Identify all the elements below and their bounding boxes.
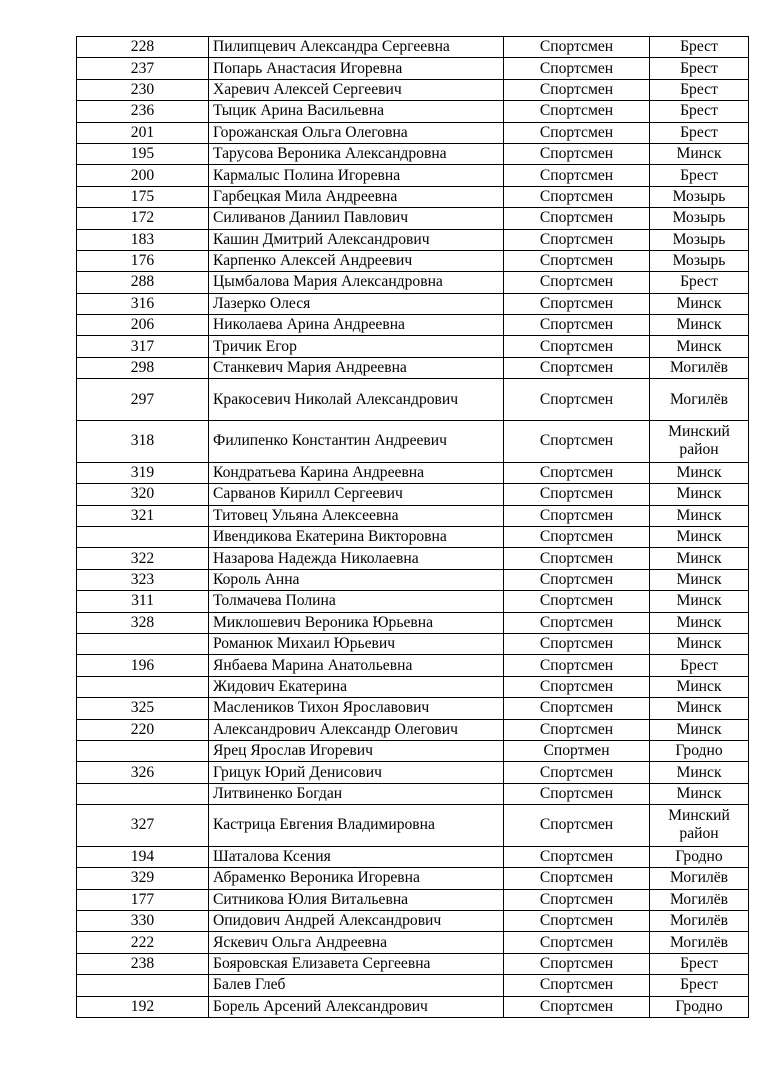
athlete-name-cell: Абраменко Вероника Игоревна [209,868,504,889]
athlete-name-cell: Борель Арсений Александрович [209,996,504,1017]
athlete-city-cell: Могилёв [650,379,749,421]
athlete-name-cell: Ивендикова Екатерина Викторовна [209,527,504,548]
athlete-role-cell: Спортсмен [504,889,650,910]
athlete-number-cell: 317 [77,336,209,357]
athlete-city-cell: Могилёв [650,911,749,932]
athlete-city-cell: Мозырь [650,186,749,207]
athlete-role-cell: Спортсмен [504,165,650,186]
athlete-city-cell: Минск [650,315,749,336]
table-row [77,698,749,719]
table-row [77,462,749,483]
table-row [77,591,749,612]
table-row [77,293,749,314]
table-row [77,208,749,229]
athlete-city-cell: Гродно [650,740,749,761]
athlete-role-cell: Спортсмен [504,143,650,164]
athlete-role-cell: Спортсмен [504,229,650,250]
athlete-number-cell [77,527,209,548]
athlete-role-cell: Спортсмен [504,932,650,953]
athlete-name-cell: Шаталова Ксения [209,846,504,867]
table-row [77,932,749,953]
athlete-number-cell: 238 [77,953,209,974]
athlete-number-cell: 194 [77,846,209,867]
table-row [77,484,749,505]
athlete-name-cell: Балев Глеб [209,975,504,996]
athlete-city-cell: Гродно [650,846,749,867]
athlete-name-cell: Тыцик Арина Васильевна [209,101,504,122]
athlete-role-cell: Спортсмен [504,762,650,783]
athlete-city-cell: Брест [650,101,749,122]
athlete-number-cell [77,740,209,761]
athlete-name-cell: Тричик Егор [209,336,504,357]
athlete-city-cell: Минск [650,591,749,612]
athlete-city-cell: Минск [650,462,749,483]
athlete-role-cell: Спортсмен [504,612,650,633]
athlete-name-cell: Филипенко Константин Андреевич [209,421,504,463]
athlete-role-cell: Спортсмен [504,272,650,293]
athlete-role-cell: Спортсмен [504,79,650,100]
athlete-city-cell: Минск [650,143,749,164]
athlete-city-cell: Минский район [650,421,749,463]
athlete-name-cell: Яскевич Ольга Андреевна [209,932,504,953]
table-row [77,58,749,79]
athlete-name-cell: Грицук Юрий Денисович [209,762,504,783]
table-row [77,953,749,974]
athlete-name-cell: Лазерко Олеся [209,293,504,314]
athlete-number-cell: 319 [77,462,209,483]
athlete-city-cell: Могилёв [650,932,749,953]
athlete-city-cell: Минский район [650,805,749,847]
athlete-role-cell: Спортсмен [504,101,650,122]
athlete-number-cell: 321 [77,505,209,526]
athlete-city-cell: Минск [650,569,749,590]
table-row [77,527,749,548]
participants-table [76,36,749,1018]
athlete-number-cell: 320 [77,484,209,505]
athlete-name-cell: Бояровская Елизавета Сергеевна [209,953,504,974]
athlete-city-cell: Минск [650,719,749,740]
athlete-name-cell: Попарь Анастасия Игоревна [209,58,504,79]
athlete-number-cell [77,633,209,654]
athlete-number-cell [77,975,209,996]
athlete-number-cell: 318 [77,421,209,463]
athlete-city-cell: Брест [650,37,749,58]
table-row [77,79,749,100]
athlete-city-cell: Мозырь [650,250,749,271]
athlete-city-cell: Минск [650,698,749,719]
athlete-name-cell: Ситникова Юлия Витальевна [209,889,504,910]
athlete-city-cell: Мозырь [650,229,749,250]
athlete-name-cell: Романюк Михаил Юрьевич [209,633,504,654]
athlete-role-cell: Спортсмен [504,462,650,483]
athlete-role-cell: Спортсмен [504,421,650,463]
athlete-number-cell: 206 [77,315,209,336]
table-row [77,357,749,378]
athlete-role-cell: Спортсмен [504,975,650,996]
athlete-role-cell: Спортсмен [504,548,650,569]
athlete-name-cell: Станкевич Мария Андреевна [209,357,504,378]
athlete-role-cell: Спортсмен [504,996,650,1017]
athlete-role-cell: Спортсмен [504,911,650,932]
athlete-number-cell: 177 [77,889,209,910]
athlete-role-cell: Спортсмен [504,698,650,719]
athlete-city-cell: Минск [650,505,749,526]
athlete-role-cell: Спортсмен [504,484,650,505]
athlete-role-cell: Спортсмен [504,953,650,974]
athlete-city-cell: Минск [650,676,749,697]
athlete-role-cell: Спортсмен [504,868,650,889]
athlete-role-cell: Спортсмен [504,783,650,804]
athlete-name-cell: Гарбецкая Мила Андреевна [209,186,504,207]
table-row [77,911,749,932]
athlete-name-cell: Толмачева Полина [209,591,504,612]
athlete-name-cell: Ярец Ярослав Игоревич [209,740,504,761]
athlete-city-cell: Мозырь [650,208,749,229]
participants-table-body [77,37,749,1018]
table-row [77,548,749,569]
athlete-city-cell: Минск [650,548,749,569]
table-row [77,37,749,58]
athlete-city-cell: Брест [650,58,749,79]
table-row [77,740,749,761]
athlete-number-cell: 323 [77,569,209,590]
athlete-number-cell: 230 [77,79,209,100]
table-row [77,101,749,122]
table-row [77,505,749,526]
athlete-role-cell: Спортсмен [504,122,650,143]
athlete-name-cell: Николаева Арина Андреевна [209,315,504,336]
athlete-number-cell: 196 [77,655,209,676]
athlete-role-cell: Спортсмен [504,655,650,676]
table-row [77,655,749,676]
athlete-number-cell: 329 [77,868,209,889]
athlete-role-cell: Спортсмен [504,591,650,612]
athlete-city-cell: Брест [650,975,749,996]
athlete-number-cell [77,783,209,804]
athlete-name-cell: Харевич Алексей Сергеевич [209,79,504,100]
athlete-number-cell: 195 [77,143,209,164]
athlete-name-cell: Жидович Екатерина [209,676,504,697]
athlete-number-cell: 183 [77,229,209,250]
athlete-name-cell: Опидович Андрей Александрович [209,911,504,932]
athlete-number-cell: 327 [77,805,209,847]
table-row [77,122,749,143]
athlete-name-cell: Кастрица Евгения Владимировна [209,805,504,847]
athlete-role-cell: Спортсмен [504,846,650,867]
athlete-number-cell: 297 [77,379,209,421]
athlete-city-cell: Минск [650,293,749,314]
table-row [77,868,749,889]
athlete-number-cell: 288 [77,272,209,293]
table-row [77,762,749,783]
table-row [77,975,749,996]
athlete-number-cell: 200 [77,165,209,186]
athlete-name-cell: Кашин Дмитрий Александрович [209,229,504,250]
athlete-role-cell: Спортсмен [504,293,650,314]
athlete-role-cell: Спортсмен [504,633,650,654]
table-row [77,676,749,697]
table-row [77,143,749,164]
athlete-name-cell: Тарусова Вероника Александровна [209,143,504,164]
athlete-number-cell: 228 [77,37,209,58]
athlete-city-cell: Минск [650,612,749,633]
table-row [77,633,749,654]
athlete-role-cell: Спортсмен [504,676,650,697]
athlete-city-cell: Минск [650,336,749,357]
athlete-city-cell: Минск [650,783,749,804]
athlete-city-cell: Минск [650,484,749,505]
table-row [77,315,749,336]
athlete-city-cell: Могилёв [650,357,749,378]
table-row [77,379,749,421]
athlete-number-cell: 330 [77,911,209,932]
athlete-number-cell: 192 [77,996,209,1017]
athlete-city-cell: Брест [650,272,749,293]
athlete-number-cell: 298 [77,357,209,378]
athlete-name-cell: Силиванов Даниил Павлович [209,208,504,229]
athlete-name-cell: Литвиненко Богдан [209,783,504,804]
athlete-number-cell: 222 [77,932,209,953]
athlete-name-cell: Сарванов Кирилл Сергеевич [209,484,504,505]
athlete-city-cell: Брест [650,122,749,143]
athlete-name-cell: Назарова Надежда Николаевна [209,548,504,569]
table-row [77,612,749,633]
athlete-role-cell: Спортсмен [504,336,650,357]
athlete-role-cell: Спортсмен [504,208,650,229]
athlete-role-cell: Спортсмен [504,186,650,207]
athlete-role-cell: Спортмен [504,740,650,761]
table-row [77,250,749,271]
athlete-city-cell: Минск [650,633,749,654]
athlete-number-cell: 322 [77,548,209,569]
athlete-role-cell: Спортсмен [504,505,650,526]
athlete-number-cell [77,676,209,697]
table-row [77,272,749,293]
athlete-name-cell: Янбаева Марина Анатольевна [209,655,504,676]
athlete-number-cell: 172 [77,208,209,229]
athlete-name-cell: Карпенко Алексей Андреевич [209,250,504,271]
athlete-number-cell: 220 [77,719,209,740]
athlete-name-cell: Кондратьева Карина Андреевна [209,462,504,483]
athlete-role-cell: Спортсмен [504,379,650,421]
athlete-city-cell: Брест [650,165,749,186]
athlete-role-cell: Спортсмен [504,805,650,847]
athlete-role-cell: Спортсмен [504,719,650,740]
athlete-name-cell: Цымбалова Мария Александровна [209,272,504,293]
athlete-city-cell: Могилёв [650,868,749,889]
athlete-number-cell: 311 [77,591,209,612]
table-row [77,846,749,867]
athlete-name-cell: Пилипцевич Александра Сергеевна [209,37,504,58]
athlete-name-cell: Кракосевич Николай Александрович [209,379,504,421]
table-row [77,783,749,804]
athlete-number-cell: 237 [77,58,209,79]
table-row [77,719,749,740]
athlete-number-cell: 325 [77,698,209,719]
athlete-city-cell: Брест [650,79,749,100]
athlete-role-cell: Спортсмен [504,250,650,271]
athlete-name-cell: Миклошевич Вероника Юрьевна [209,612,504,633]
athlete-number-cell: 236 [77,101,209,122]
athlete-number-cell: 316 [77,293,209,314]
athlete-role-cell: Спортсмен [504,58,650,79]
athlete-role-cell: Спортсмен [504,569,650,590]
athlete-city-cell: Могилёв [650,889,749,910]
athlete-number-cell: 326 [77,762,209,783]
table-row [77,421,749,463]
table-row [77,186,749,207]
table-row [77,996,749,1017]
athlete-name-cell: Титовец Ульяна Алексеевна [209,505,504,526]
athlete-number-cell: 176 [77,250,209,271]
athlete-name-cell: Король Анна [209,569,504,590]
table-row [77,805,749,847]
athlete-city-cell: Гродно [650,996,749,1017]
athlete-number-cell: 175 [77,186,209,207]
athlete-number-cell: 328 [77,612,209,633]
athlete-name-cell: Кармалыс Полина Игоревна [209,165,504,186]
table-row [77,889,749,910]
table-row [77,336,749,357]
table-row [77,569,749,590]
athlete-name-cell: Маслеников Тихон Ярославович [209,698,504,719]
athlete-number-cell: 201 [77,122,209,143]
athlete-name-cell: Горожанская Ольга Олеговна [209,122,504,143]
table-row [77,229,749,250]
athlete-city-cell: Брест [650,953,749,974]
athlete-role-cell: Спортсмен [504,315,650,336]
athlete-name-cell: Александрович Александр Олегович [209,719,504,740]
athlete-city-cell: Минск [650,527,749,548]
athlete-city-cell: Минск [650,762,749,783]
table-row [77,165,749,186]
athlete-role-cell: Спортсмен [504,527,650,548]
athlete-city-cell: Брест [650,655,749,676]
athlete-role-cell: Спортсмен [504,357,650,378]
athlete-role-cell: Спортсмен [504,37,650,58]
